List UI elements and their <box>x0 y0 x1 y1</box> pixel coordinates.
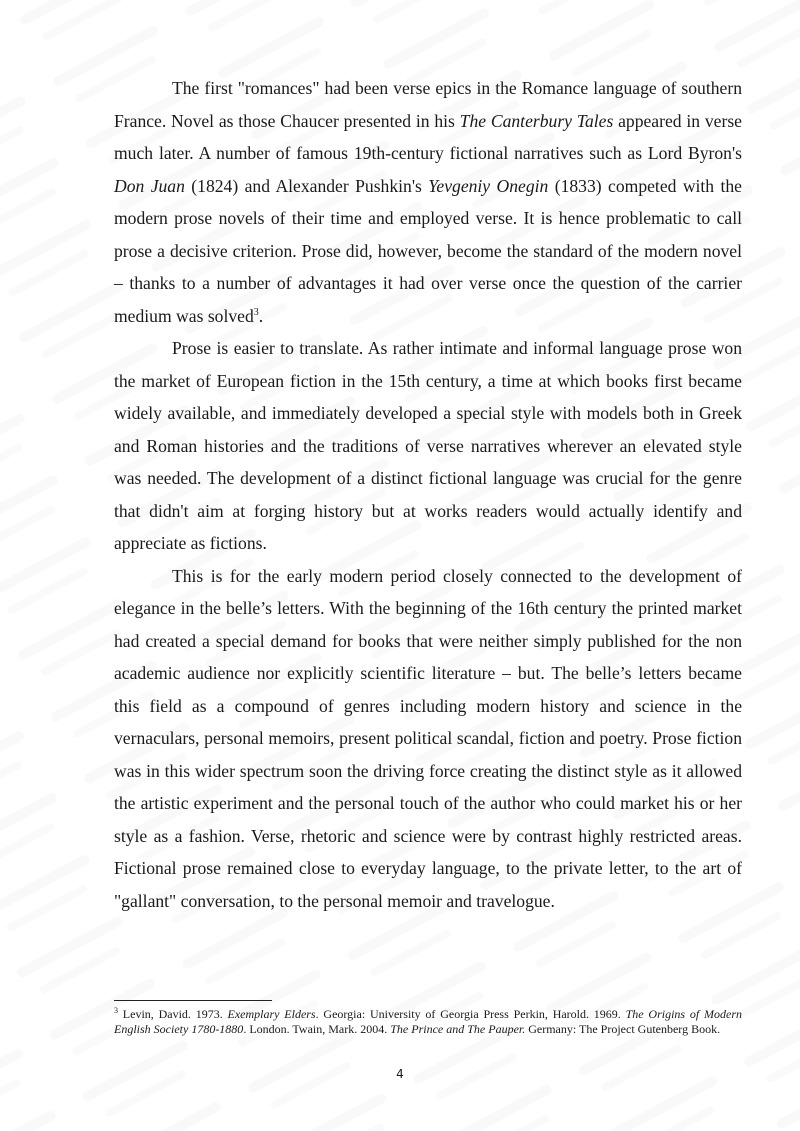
title-don-juan: Don Juan <box>114 175 185 196</box>
title-yevgeniy-onegin: Yevgeniy Onegin <box>428 175 549 196</box>
footnote-text-a: Levin, David. 1973. <box>118 1007 228 1021</box>
paragraph-1 <box>114 72 742 332</box>
footnote-title-origins: The Origins of Modern English Society 1780-1880 <box>114 1007 742 1037</box>
paragraph-1-text-d: (1833) competed with the modern prose novels of their time and employed verse. It is hence problematic to call prose a decisive criterion. Prose did, however, become the standard of the modern novel – thanks to a number of advantages it had over verse once the question of the carrier medium was solved <box>114 175 742 326</box>
title-canterbury-tales: The Canterbury Tales <box>459 110 614 131</box>
paragraph-1-text-b: appeared in verse much later. A number of famous 19th-century fictional narratives such as Lord Byron's <box>114 110 742 163</box>
paragraph-1-text-a: The first "romances" had been verse epics in the Romance language of southern France. Novel as those Chaucer presented in his <box>114 78 742 131</box>
paragraph-1-text-c: (1824) and Alexander Pushkin's <box>184 175 429 196</box>
footnote-text-c: . Georgia: University of Georgia Press Perkin, Harold. 1969. <box>315 1007 626 1021</box>
footnote-separator <box>114 1000 272 1001</box>
footnote-reference[interactable]: 3 <box>253 306 259 318</box>
footnote-text-e: . London. Twain, Mark. 2004. <box>243 1022 391 1037</box>
paragraph-1-text-e: . <box>258 305 264 326</box>
page-number: 4 <box>396 1067 404 1081</box>
footnote <box>114 1007 742 1037</box>
footnote-title-exemplary-elders: Exemplary Elders <box>227 1007 316 1021</box>
paragraph-2: Prose is easier to translate. As rather intimate and informal language prose won the market of European fiction in the 15th century, a time at which books first became widely available, and immediately developed a special style with models both in Greek and Roman histories and the traditions of verse narratives wherever an elevated style was needed. The development of a distinct fictional language was crucial for the genre that didn't aim at forging history but at works readers would actually identify and appreciate as fictions. <box>114 338 742 553</box>
body-text <box>114 72 742 917</box>
paragraph-3: This is for the early modern period closely connected to the development of elegance in the belle’s letters. With the beginning of the 16th century the printed market had created a special demand for books that were neither simply published for the non academic audience nor explicitly scientific literature – but. The belle’s letters became this field as a compound of genres including modern history and science in the vernaculars, personal memoirs, present political scandal, fiction and poetry. Prose fiction was in this wider spectrum soon the driving force creating the distinct style as it allowed the artistic experiment and the personal touch of the author who could market his or her style as a fashion. Verse, rhetoric and science were by contrast highly restricted areas. Fictional prose remained close to everyday language, to the private letter, to the art of "gallant" conversation, to the personal memoir and travelogue. <box>114 565 742 911</box>
footnote-text-g: Germany: The Project Gutenberg Book. <box>525 1022 721 1037</box>
footnote-title-prince-pauper: The Prince and The Pauper. <box>390 1022 526 1037</box>
footnote-marker: 3 <box>114 1006 118 1015</box>
